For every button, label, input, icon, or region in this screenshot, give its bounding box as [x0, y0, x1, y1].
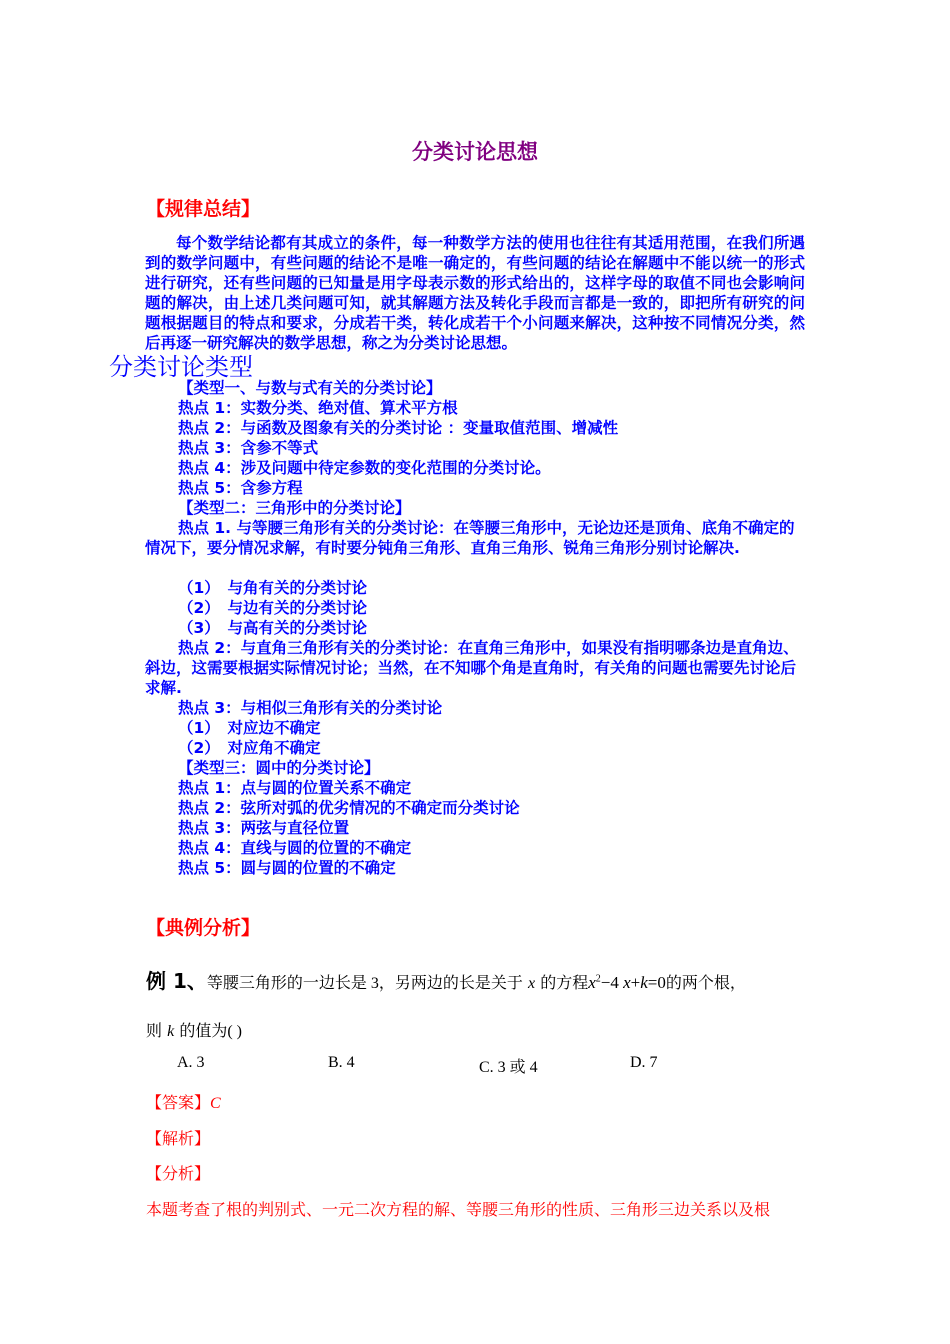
type1-hotspot-4: 热点 4：涉及问题中待定参数的变化范围的分类讨论。 [178, 459, 551, 477]
rule-summary-paragraph: 每个数学结论都有其成立的条件，每一种数学方法的使用也往往有其适用范围，在我们所遇到的数学问题中，有些问题的结论不是唯一确定的，有些问题的结论在解题中不能以统一的形式进行研究，还有些问题的已知量是用字母表示数的形式给出的，这样字母的取值不同也会影响问题的解决，由上述几类问题可知，就其解题方法及转化手段而言都是一致的，即把所有研究的问题根据题目的特点和要求，分成若干类，转化成若干个小问题来解决，这种按不同情况分类，然后再逐一研究解决的数学思想，称之为分类讨论思想。 [145, 234, 805, 352]
type2-hotspot-1-item-1: （1） 与角有关的分类讨论 [178, 579, 368, 597]
example1-stem-b: 的方程 [540, 975, 589, 992]
type2-heading: 【类型二：三角形中的分类讨论】 [178, 499, 411, 517]
example1-question [146, 965, 746, 994]
type2-hotspot-1-item-2: （2） 与边有关的分类讨论 [178, 599, 368, 617]
types-heading: 分类讨论类型 [109, 353, 253, 381]
type3-hotspot-3: 热点 3：两弦与直径位置 [178, 819, 350, 837]
type3-hotspot-4: 热点 4：直线与圆的位置的不确定 [178, 839, 412, 857]
analysis-text: 本题考查了根的判别式、一元二次方程的解、等腰三角形的性质、三角形三边关系以及根 [146, 1202, 771, 1219]
type1-hotspot-2: 热点 2：与函数及图象有关的分类讨论 ：变量取值范围、增减性 [178, 419, 619, 437]
type1-hotspot-1: 热点 1：实数分类、绝对值、算术平方根 [178, 399, 458, 417]
type2-hotspot-3-item-1: （1） 对应边不确定 [178, 719, 321, 737]
analysis-label: 【解析】 [146, 1131, 211, 1148]
type2-hotspot-1-item-3: （3） 与高有关的分类讨论 [178, 619, 368, 637]
type2-hotspot-3-item-2: （2） 对应角不确定 [178, 739, 321, 757]
type2-hotspot-2: 热点 2：与直角三角形有关的分类讨论：在直角三角形中，如果没有指明哪条边是直角边、斜边，这需要根据实际情况讨论；当然，在不知哪个角是直角时，有关角的问题也需要先讨论后求解. [145, 639, 799, 697]
example1-stem-c: 的两个根， [665, 975, 746, 992]
rule-summary-heading: 【规律总结】 [146, 198, 261, 220]
answer-line [146, 1090, 221, 1113]
option-d: D. 7 [630, 1054, 658, 1071]
type3-hotspot-5: 热点 5：圆与圆的位置的不确定 [178, 859, 396, 877]
example1-question-line2 [146, 1018, 242, 1041]
type1-hotspot-5: 热点 5：含参方程 [178, 479, 303, 497]
type3-hotspot-2: 热点 2：弦所对弧的优劣情况的不确定而分类讨论 [178, 799, 520, 817]
example1-label: 例 1、 [146, 969, 207, 993]
type3-hotspot-1: 热点 1：点与圆的位置关系不确定 [178, 779, 412, 797]
example1-stem-e: 的值为( ) [179, 1023, 242, 1040]
example1-stem-d: 则 [146, 1023, 163, 1040]
example1-var-k: k [167, 1023, 175, 1040]
fenxi-label: 【分析】 [146, 1166, 211, 1183]
option-c: C. 3 或 4 [479, 1059, 538, 1076]
equation: $x^2-4$ x+k=0 [588, 973, 666, 992]
option-a: A. 3 [177, 1054, 205, 1071]
example1-stem-a: 等腰三角形的一边长是 3，另两边的长是关于 [206, 975, 523, 992]
type1-heading: 【类型一、与数与式有关的分类讨论】 [178, 379, 442, 397]
option-b: B. 4 [328, 1054, 355, 1071]
answer-value: C [210, 1095, 221, 1112]
example-analysis-heading: 【典例分析】 [146, 917, 261, 939]
type2-hotspot-3: 热点 3：与相似三角形有关的分类讨论 [178, 699, 443, 717]
answer-label: 【答案】 [146, 1095, 211, 1112]
example1-var-x: x [528, 975, 536, 992]
page-title: 分类讨论思想 [412, 140, 538, 164]
type3-heading: 【类型三：圆中的分类讨论】 [178, 759, 380, 777]
type2-hotspot-1: 热点 1. 与等腰三角形有关的分类讨论：在等腰三角形中，无论边还是顶角、底角不确定的情况下，要分情况求解，有时要分钝角三角形、直角三角形、锐角三角形分别讨论解决. [145, 519, 795, 557]
type1-hotspot-3: 热点 3：含参不等式 [178, 439, 319, 457]
